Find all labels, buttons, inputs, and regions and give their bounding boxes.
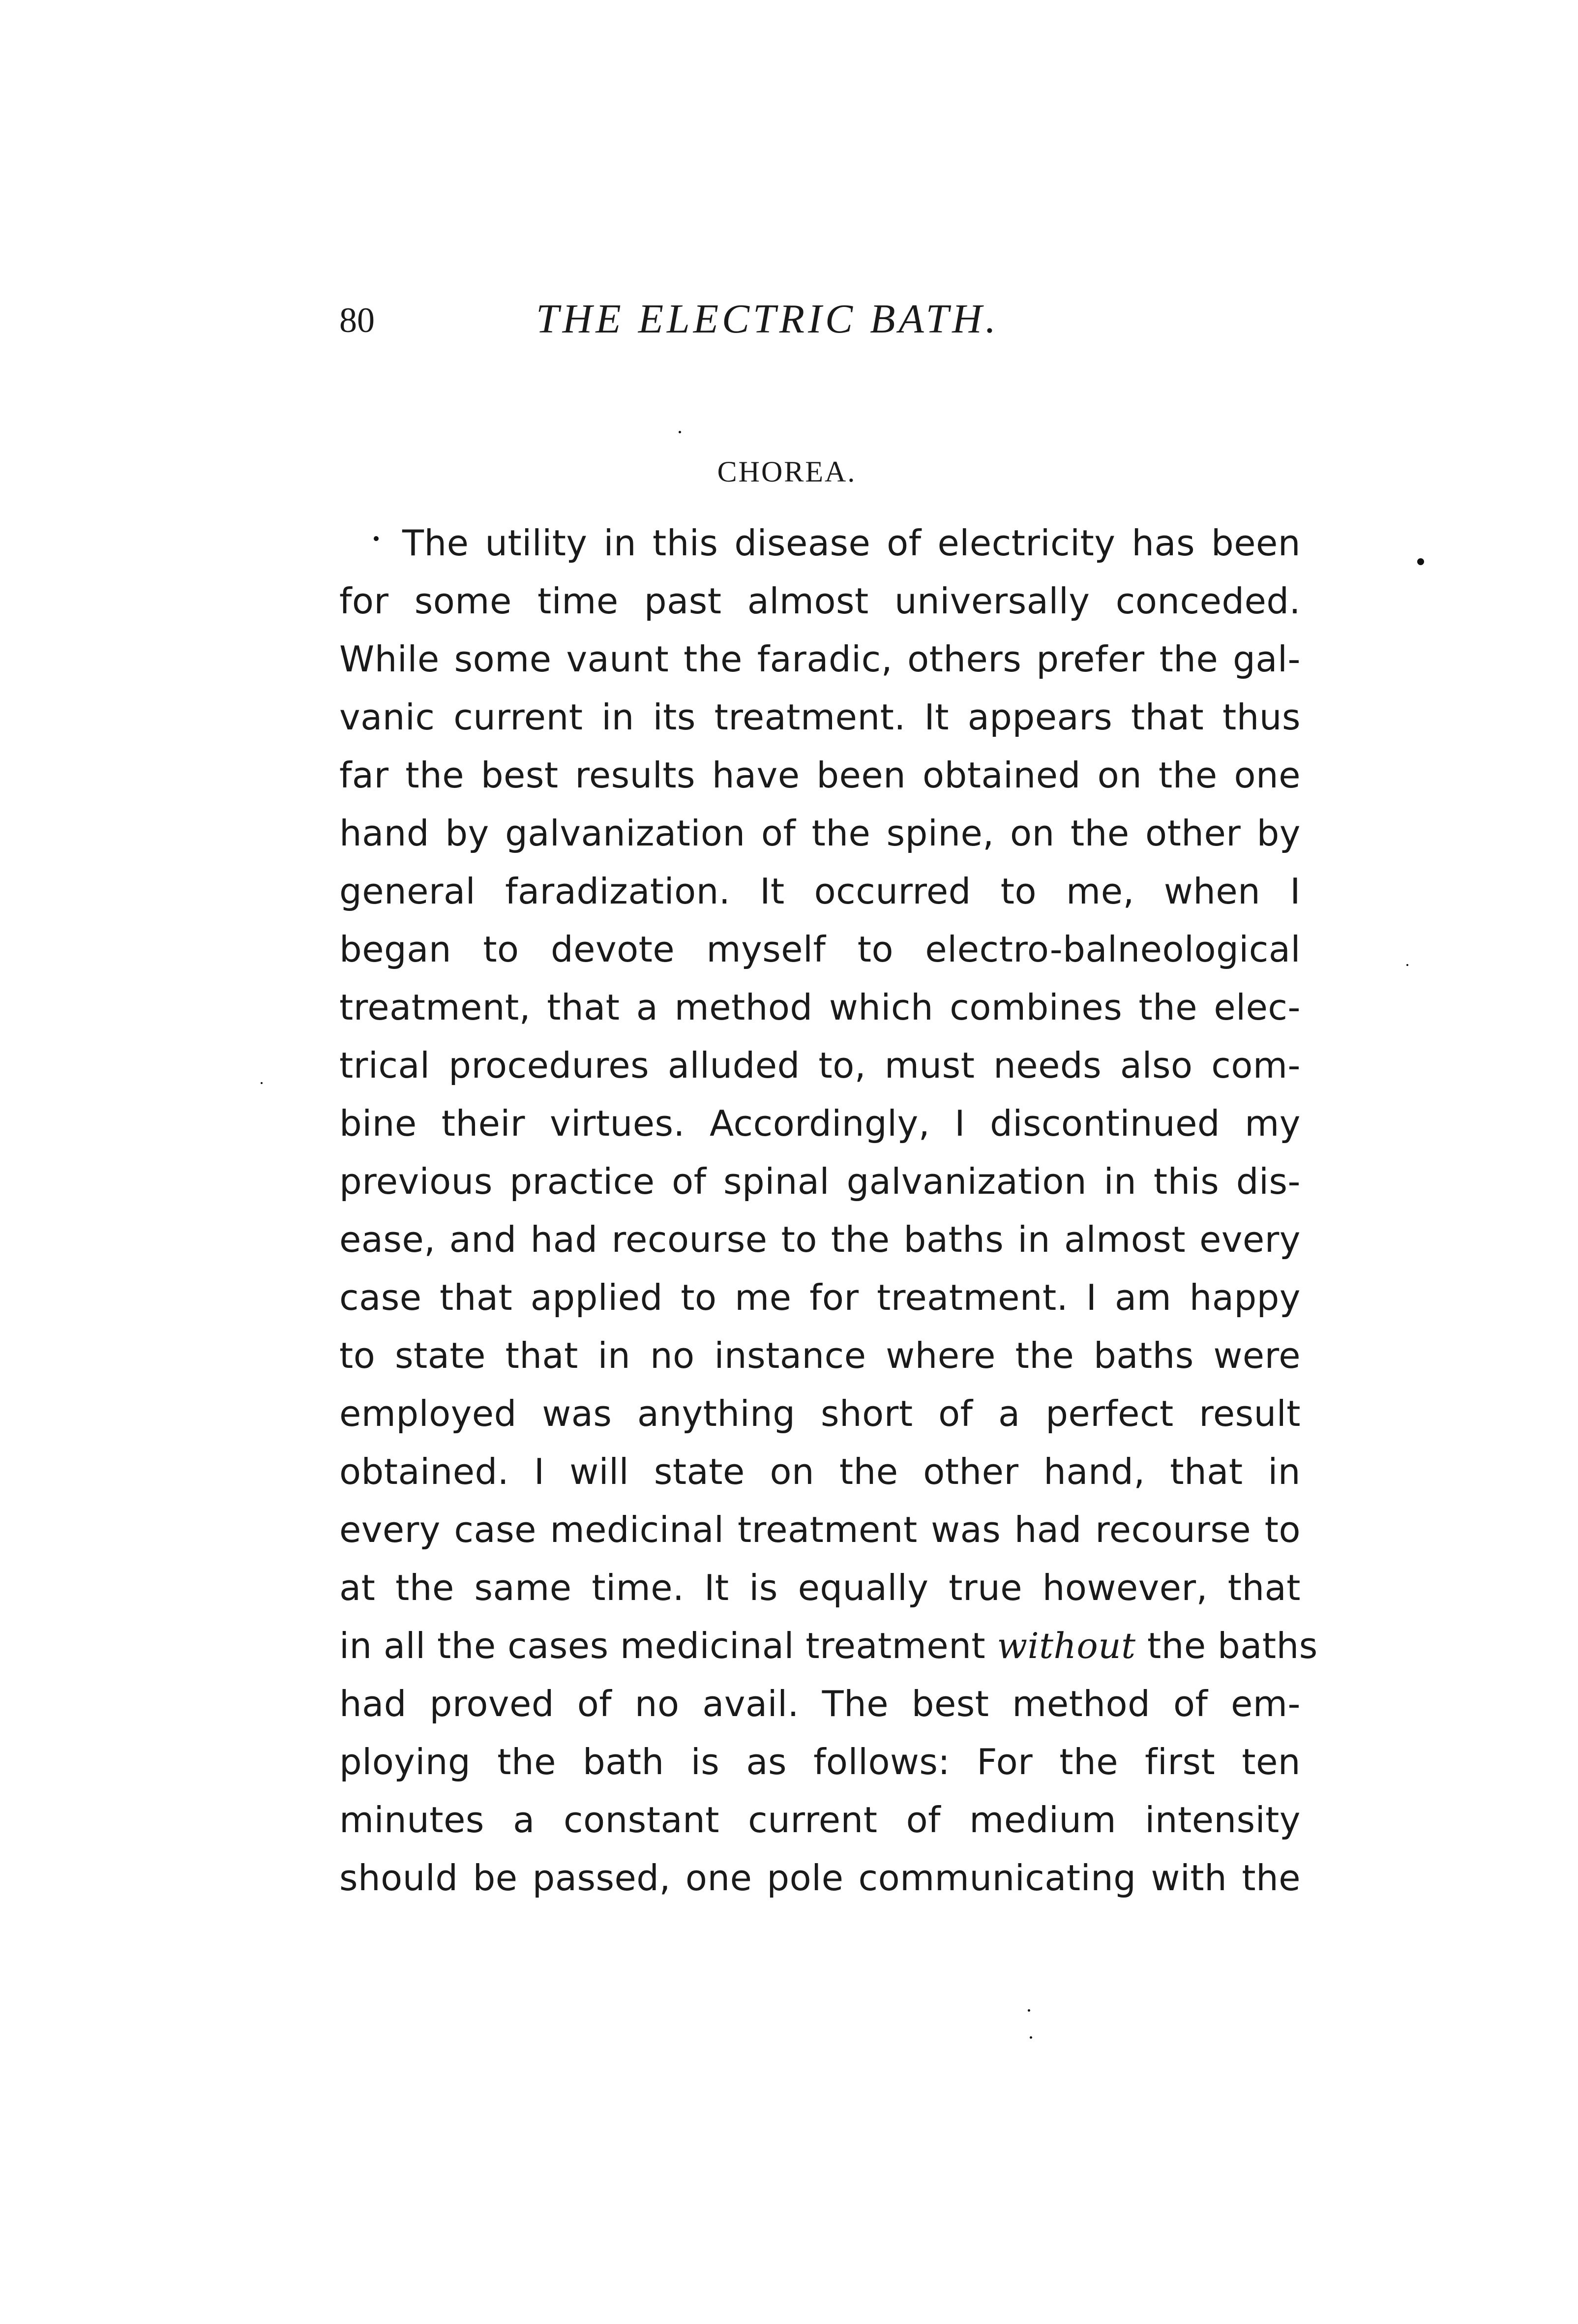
print-speck <box>1030 2036 1032 2039</box>
text-line: While some vaunt the faradic, others prefer the gal- <box>339 638 1301 680</box>
text-line: previous practice of spinal galvanization in this dis- <box>339 1161 1301 1202</box>
text-line: for some time past almost universally conceded. <box>339 580 1301 622</box>
text-line: case that applied to me for treatment. I am happy <box>339 1277 1301 1318</box>
text-line: should be passed, one pole communicating with the <box>339 1857 1301 1899</box>
print-speck <box>374 536 379 541</box>
text-line: bine their virtues. Accordingly, I discontinued my <box>339 1103 1301 1144</box>
text-segment: the baths <box>1147 1625 1318 1666</box>
print-speck <box>679 431 681 433</box>
text-line: general faradization. It occurred to me, when I <box>339 871 1301 912</box>
text-line: far the best results have been obtained on the one <box>339 755 1301 796</box>
text-line: had proved of no avail. The best method of em- <box>339 1683 1301 1724</box>
print-speck <box>1406 964 1408 966</box>
section-heading: CHOREA. <box>717 455 857 488</box>
print-speck <box>261 1082 263 1084</box>
print-speck <box>1028 2009 1030 2012</box>
text-line: began to devote myself to electro-balneological <box>339 929 1301 970</box>
text-line: employed was anything short of a perfect result <box>339 1393 1301 1434</box>
text-line: to state that in no instance where the baths were <box>339 1335 1301 1376</box>
text-line-with-emphasis <box>339 1617 1318 1675</box>
page-number: 80 <box>339 301 375 340</box>
text-line: minutes a constant current of medium intensity <box>339 1799 1301 1841</box>
text-line: at the same time. It is equally true however, that <box>339 1567 1301 1608</box>
text-line: ease, and had recourse to the baths in almost every <box>339 1219 1301 1260</box>
text-line: vanic current in its treatment. It appears that thus <box>339 696 1301 738</box>
emphasized-word: without <box>997 1625 1136 1666</box>
text-line: hand by galvanization of the spine, on the other by <box>339 813 1301 854</box>
body-paragraph <box>339 514 1318 1907</box>
print-speck <box>1417 558 1424 565</box>
text-line: The utility in this disease of electricity has been <box>402 522 1301 564</box>
running-title: THE ELECTRIC BATH. <box>536 296 999 342</box>
text-line: every case medicinal treatment was had recourse to <box>339 1509 1301 1550</box>
running-head <box>339 295 1323 359</box>
text-line: obtained. I will state on the other hand, that in <box>339 1451 1301 1492</box>
text-line: ploying the bath is as follows: For the first ten <box>339 1741 1301 1782</box>
text-line: trical procedures alluded to, must needs also com- <box>339 1045 1301 1086</box>
text-segment: in all the cases medicinal treatment <box>339 1625 986 1666</box>
text-line: treatment, that a method which combines the elec- <box>339 987 1301 1028</box>
